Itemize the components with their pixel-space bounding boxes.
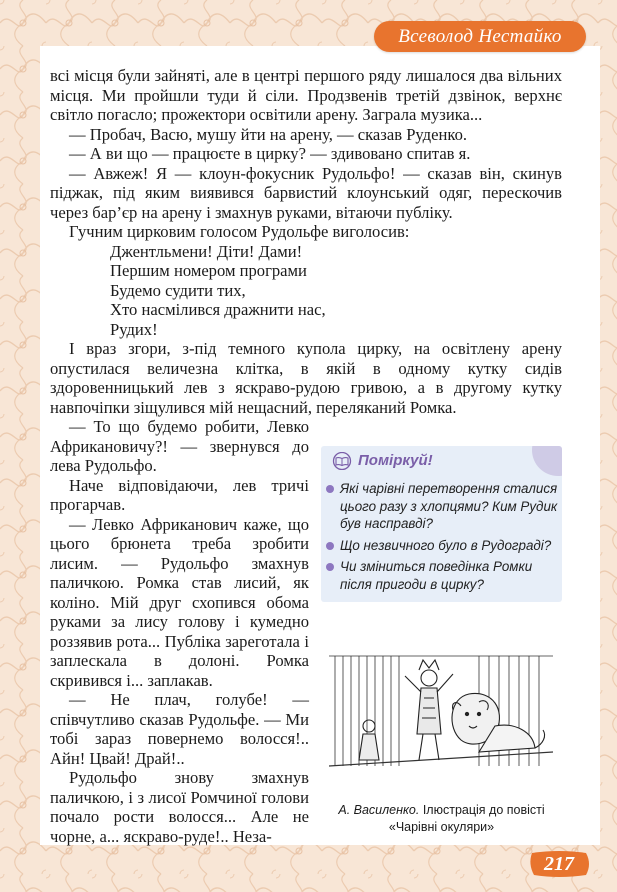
bullet-icon	[326, 563, 334, 571]
paragraph: — Не плач, голубе! — співчутливо сказав Рудольфе. — Ми тобі зараз повернемо волосся!.. Айн! Цвай! Драй!..	[50, 690, 309, 768]
paragraph: — То що будемо робити, Левко Африкановичу?! — звернувся до лева Рудольфо.	[50, 417, 309, 475]
sidebar-column	[321, 446, 562, 834]
paragraph: — А ви що — працюєте в цирку? — здивовано спитав я.	[69, 144, 471, 163]
poem-line: Рудих!	[110, 319, 158, 339]
think-box	[321, 446, 562, 602]
paragraph: всі місця були зайняті, але в центрі першого ряду лишалося два вільних місця. Ми пройшли туди й сіли. Продзвенів третій дзвінок, верхнє світло погасло; прожектори освітили арену. Заграла музика...	[50, 66, 562, 124]
bullet-icon	[326, 485, 334, 493]
question-list	[321, 480, 562, 597]
think-box-title	[331, 451, 433, 471]
author-name: Всеволод Нестайко	[398, 25, 562, 47]
paragraph: Гучним цирковим голосом Рудольфе виголосив:	[69, 222, 410, 241]
poem-line: Хто насмілився дражнити нас,	[110, 300, 326, 319]
poem	[110, 242, 562, 340]
page-number: 217	[544, 852, 574, 875]
story-text	[50, 66, 562, 846]
illustration-caption	[321, 802, 562, 835]
paragraph: — Левко Африканович каже, що цього брюнета треба зробити лисим. — Рудольфо змахнув паличкою. Ромка став лисий, як коліно. Мій друг схопився обома руками за лису голову і кумедно роззявив рота... Публіка зареготала і заплескала в долоні. Ромка скривився і... заплакав.	[50, 514, 309, 690]
paragraph-text: Рудольфо знову змахнув паличкою, і з лисої Ромчиної голови почало рости волосся... Але не чорне, а... яскраво-руде!.. Неза-	[50, 768, 309, 846]
corner-decoration	[532, 446, 562, 476]
question-text: Що незвичного було в Рудограді?	[340, 537, 552, 553]
paragraph: — Авжеж! Я — клоун-фокусник Рудольфо! — сказав він, скинув піджак, під яким виявився барвистий клоунський одяг, перескочив через бар’єр на арену і змахнув руками, вітаючи публіку.	[50, 163, 562, 222]
paragraph: І враз згори, з-під темного купола цирку, на освітлену арену опустилася величезна клітка, в якій в одному кутку сидів здоровенницький лев з яскраво-рудою гривою, а в другому кутку навпочіпки зіщулився мій нещасний, переляканий Ромка.	[50, 339, 562, 417]
book-icon	[331, 452, 353, 470]
poem-line: Першим номером програми	[110, 261, 307, 280]
question-text: Які чарівні перетворення сталися цього разу з хлопцями? Ким Рудик був насправді?	[340, 481, 558, 531]
paragraph: Наче відповідаючи, лев тричі прогарчав.	[50, 475, 309, 514]
page-number-badge	[524, 849, 594, 879]
poem-line: Джентльмени! Діти! Дами!	[110, 241, 303, 261]
illustrator-name: А. Василенко.	[338, 803, 420, 817]
question-text: Чи зміниться поведінка Ромки після пригоди в цирку?	[340, 559, 533, 592]
author-header	[374, 21, 586, 52]
left-column	[50, 417, 309, 846]
question-item	[321, 480, 562, 533]
poem-line: Будемо судити тих,	[110, 280, 246, 300]
question-item	[321, 558, 562, 593]
paragraph: — Пробач, Васю, мушу йти на арену, — сказав Руденко.	[69, 124, 468, 144]
think-box-heading: Поміркуй!	[358, 452, 433, 469]
paragraph	[50, 768, 309, 846]
caption-text: Ілюстрація до повісті «Чарівні окуляри»	[388, 803, 545, 834]
question-item	[321, 537, 562, 555]
bullet-icon	[326, 542, 334, 550]
lion-cage-illustration	[329, 648, 553, 798]
